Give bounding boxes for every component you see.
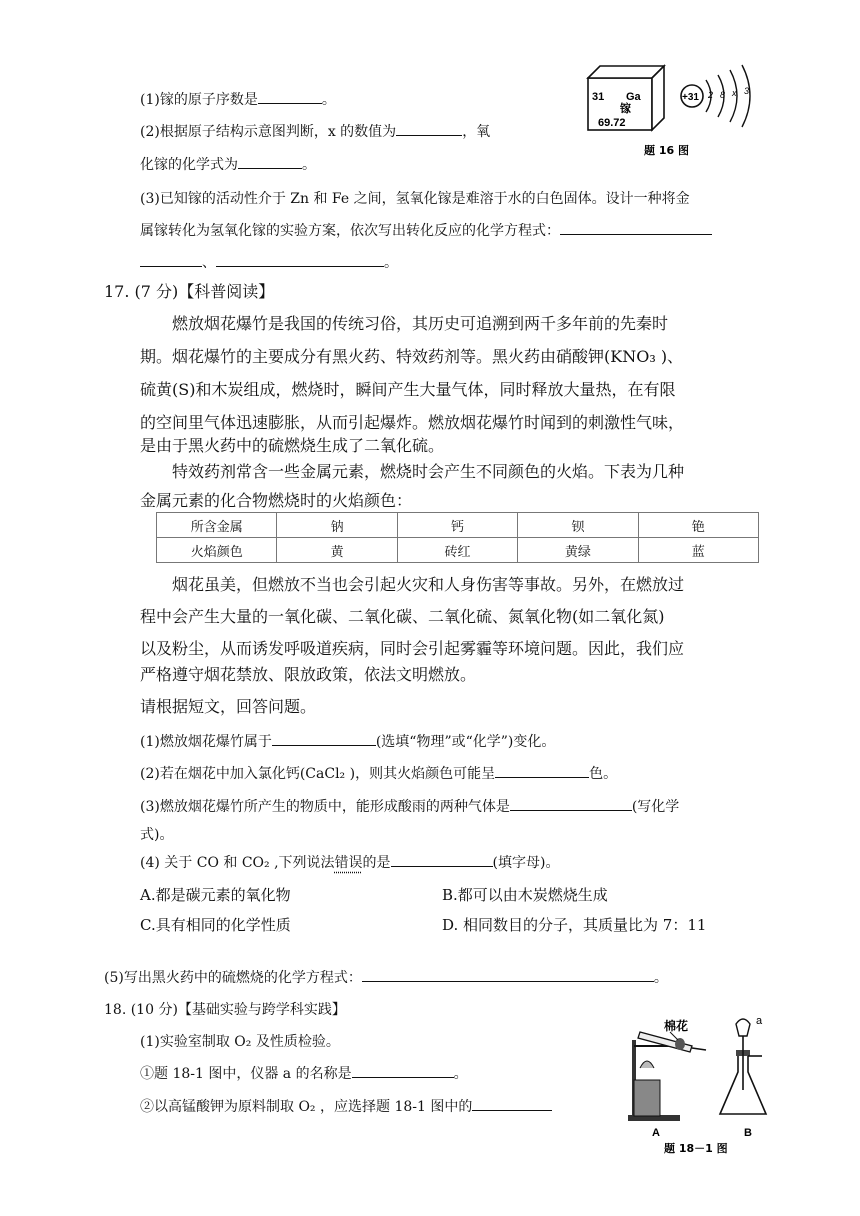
shell-2: 8 <box>720 90 726 100</box>
q17-question-4: (4) 关于 CO 和 CO₂ ,下列说法错误的是 (填字母)。 <box>140 852 559 872</box>
figure-16-caption: 题 16 图 <box>644 144 689 157</box>
q18-header: 18. (10 分)【基础实验与跨学科实践】 <box>104 1002 346 1018</box>
answer-blank[interactable] <box>352 1063 454 1078</box>
option-c[interactable]: C.具有相同的化学性质 <box>140 916 291 934</box>
table-cell: 铯 <box>638 513 758 538</box>
answer-blank[interactable] <box>362 967 654 982</box>
table-row <box>157 538 759 563</box>
table-row <box>157 513 759 538</box>
q17-question-1: (1)燃放烟花爆竹属于 (选填“物理”或“化学”)变化。 <box>140 731 555 751</box>
q17-para1-line2: 期。烟花爆竹的主要成分有黑火药、特效药剂等。黑火药由硝酸钾(KNO₃ )、 <box>140 347 684 366</box>
answer-blank[interactable] <box>396 121 462 136</box>
table-cell: 黄 <box>277 538 397 563</box>
answer-blank[interactable] <box>272 731 376 746</box>
answer-blank[interactable] <box>238 154 302 169</box>
answer-blank[interactable] <box>495 763 589 778</box>
label-cotton: 棉花 <box>664 1019 689 1033</box>
table-cell: 所含金属 <box>157 513 277 538</box>
q18-part1a: ①题 18-1 图中，仪器 a 的名称是 。 <box>140 1063 468 1083</box>
answer-blank[interactable] <box>510 796 632 811</box>
q16-part2: (2)根据原子结构示意图判断，x 的数值为 ，氧 <box>140 121 490 141</box>
table-cell: 蓝 <box>638 538 758 563</box>
q17-para1-line4: 的空间里气体迅速膨胀，从而引起爆炸。燃放烟花爆竹时闻到的刺激性气味， <box>140 413 685 432</box>
flame-color-table <box>156 512 759 563</box>
table-cell: 钠 <box>277 513 397 538</box>
figure-18-1-caption: 题 18－1 图 <box>664 1142 728 1155</box>
table-cell: 钙 <box>397 513 517 538</box>
q16-part1: (1)镓的原子序数是 。 <box>140 89 336 109</box>
atom-structure-diagram <box>681 65 750 127</box>
table-cell: 黄绿 <box>518 538 638 563</box>
answer-blank[interactable] <box>140 252 202 267</box>
q16-part3c: 、 。 <box>140 252 398 272</box>
shell-1: 2 <box>708 90 714 100</box>
option-a[interactable]: A.都是碳元素的氧化物 <box>140 886 291 904</box>
q17-para1-line5: 是由于黑火药中的硫燃烧生成了二氧化硫。 <box>140 436 445 455</box>
q17-prompt: 请根据短文，回答问题。 <box>140 697 317 716</box>
q18-part1b: ②以高锰酸钾为原料制取 O₂ ，应选择题 18-1 图中的 <box>140 1096 552 1116</box>
answer-blank[interactable] <box>391 852 493 867</box>
q17-para1-line1: 燃放烟花爆竹是我国的传统习俗，其历史可追溯到两千多年前的先秦时 <box>172 314 669 333</box>
q17-para1-line3: 硫黄(S)和木炭组成，燃烧时，瞬间产生大量气体，同时释放大量热，在有限 <box>140 380 676 399</box>
apparatus-b <box>720 1015 766 1139</box>
q17-para3-line1: 烟花虽美，但燃放不当也会引起火灾和人身伤害等事故。另外，在燃放过 <box>172 575 685 594</box>
answer-blank[interactable] <box>472 1096 552 1111</box>
q17-question-5: (5)写出黑火药中的硫燃烧的化学方程式： 。 <box>104 967 668 987</box>
q16-part2b: 化镓的化学式为 。 <box>140 154 316 174</box>
apparatus-a <box>628 1018 706 1139</box>
option-b[interactable]: B.都可以由木炭燃烧生成 <box>442 886 608 904</box>
atomic-mass: 69.72 <box>598 117 626 129</box>
label-a: a <box>756 1015 763 1027</box>
element-symbol: Ga <box>626 91 641 103</box>
q17-para2-line2: 金属元素的化合物燃烧时的火焰颜色： <box>140 491 413 510</box>
atomic-number: 31 <box>592 91 605 103</box>
figure-16 <box>580 58 780 158</box>
shell-4: 3 <box>744 86 750 96</box>
q17-question-2: (2)若在烟花中加入氯化钙(CaCl₂ )，则其火焰颜色可能呈 色。 <box>140 763 617 783</box>
option-d[interactable]: D. 相同数目的分子，其质量比为 7：11 <box>442 916 707 934</box>
q17-header: 17. (7 分)【科普阅读】 <box>104 282 275 301</box>
figure-18-1 <box>620 1010 780 1156</box>
label-A: A <box>652 1127 660 1139</box>
q17-para3-line3: 以及粉尘，从而诱发呼吸道疾病，同时会引起雾霾等环境问题。因此，我们应 <box>140 639 685 658</box>
label-B: B <box>744 1127 752 1139</box>
answer-blank[interactable] <box>258 89 322 104</box>
table-cell: 火焰颜色 <box>157 538 277 563</box>
answer-blank[interactable] <box>560 220 712 235</box>
element-box <box>588 66 664 130</box>
nucleus-charge: +31 <box>682 92 699 103</box>
q16-part3: (3)已知镓的活动性介于 Zn 和 Fe 之间，氢氧化镓是难溶于水的白色固体。设计一种将金 <box>140 191 690 207</box>
q18-part1: (1)实验室制取 O₂ 及性质检验。 <box>140 1034 340 1050</box>
q17-question-3b: 式)。 <box>140 827 174 843</box>
element-name: 镓 <box>620 102 631 115</box>
q17-para2-line1: 特效药剂常含一些金属元素，燃烧时会产生不同颜色的火焰。下表为几种 <box>172 462 685 481</box>
q17-question-3: (3)燃放烟花爆竹所产生的物质中，能形成酸雨的两种气体是 (写化学 <box>140 796 679 816</box>
q16-part3b: 属镓转化为氢氧化镓的实验方案，依次写出转化反应的化学方程式： <box>140 220 712 240</box>
table-cell: 砖红 <box>397 538 517 563</box>
answer-blank[interactable] <box>216 252 384 267</box>
q17-para3-line4: 严格遵守烟花禁放、限放政策，依法文明燃放。 <box>140 665 477 684</box>
shell-3: x <box>732 88 737 98</box>
table-cell: 钡 <box>518 513 638 538</box>
q17-para3-line2: 程中会产生大量的一氧化碳、二氧化碳、二氧化硫、氮氧化物(如二氧化氮) <box>140 607 665 626</box>
